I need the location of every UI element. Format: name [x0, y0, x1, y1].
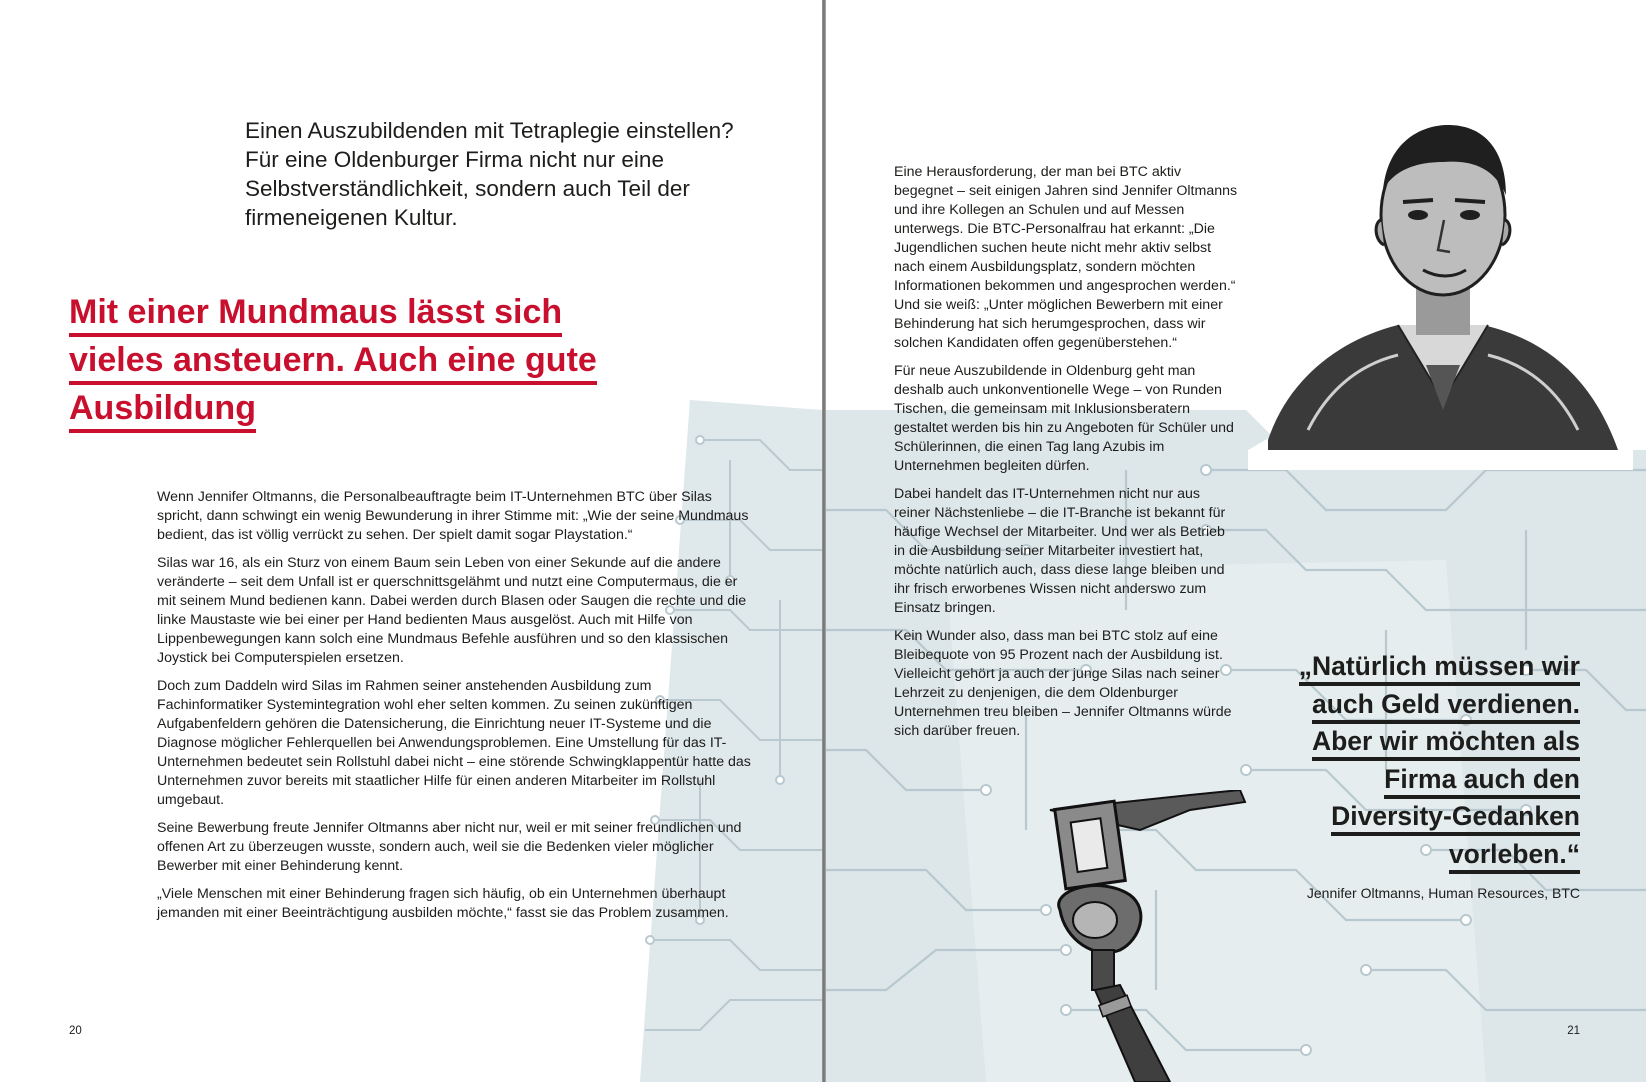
- headline-line: Ausbildung: [69, 389, 256, 433]
- body-column-left: [157, 488, 757, 932]
- headline-line: vieles ansteuern. Auch eine gute: [69, 341, 597, 385]
- right-page: [826, 0, 1646, 1082]
- quote-line: Firma auch den: [1384, 764, 1580, 799]
- quote-line: Diversity-Gedanken: [1331, 801, 1580, 836]
- body-column-right: [894, 163, 1239, 750]
- paragraph: Für neue Auszubildende in Oldenburg geht man deshalb auch unkonventionelle Wege – von Runden Tischen, die gemeinsam mit Inklusionsberatern gestaltet werden bis hin zu Angeboten für Schüler und Schülerinnen, die einen Tag lang Azubis im Unternehmen begleiten dürfen.: [894, 363, 1234, 474]
- page-number-right: 21: [1567, 1025, 1580, 1037]
- paragraph: Wenn Jennifer Oltmanns, die Personalbeauftragte beim IT-Unternehmen BTC über Silas spricht, dann schwingt ein wenig Bewunderung in ihrer Stimme mit: „Wie der seine Mundmaus bedient, das ist völlig verrückt zu sehen. Der spielt damit sogar Playstation.“: [157, 489, 749, 543]
- left-page: [0, 0, 822, 1082]
- paragraph: Seine Bewerbung freute Jennifer Oltmanns aber nicht nur, weil er mit seiner freundlichen und offenen Art zu überzeugen wusste, sondern auch, weil sie die Bedenken vieler möglicher Bewerber mit einer Behinderung kennt.: [157, 820, 742, 874]
- paragraph: Doch zum Daddeln wird Silas im Rahmen seiner anstehenden Ausbildung zum Fachinformatiker Systemintegration wohl eher selten kommen. Zu seinen zukünftigen Aufgabenfeldern gehören die Datensicherung, die Einrichtung neuer IT-Systeme und die Diagnose möglicher Fehlerquellen bei Anwendungsproblemen. Eine Umstellung für das IT-Unternehmen bedeutet sein Rollstuhl dabei nicht – eine störende Schwingklappentür hatte das Unternehmen zuvor bereits mit staatlicher Hilfe für einen anderen Mitarbeiter im Rollstuhl umgebaut.: [157, 678, 751, 808]
- paragraph: Dabei handelt das IT-Unternehmen nicht nur aus reiner Nächstenliebe – die IT-Branche ist bekannt für häufige Wechsel der Mitarbeiter. Und wer als Betrieb in die Ausbildung seiner Mitarbeiter investiert hat, möchte natürlich auch, dass diese lange bleiben und ihr frisch erworbenes Wissen nicht anderswo zum Einsatz bringen.: [894, 486, 1226, 616]
- pull-quote: [1250, 648, 1580, 873]
- headline: [69, 288, 629, 432]
- quote-line: vorleben.“: [1449, 839, 1580, 874]
- quote-line: auch Geld verdienen.: [1312, 689, 1580, 724]
- quote-line: Aber wir möchten als: [1312, 726, 1580, 761]
- portrait-illustration: [1248, 110, 1633, 470]
- headline-line: Mit einer Mundmaus lässt sich: [69, 293, 562, 337]
- intro-text: Einen Auszubildenden mit Tetraplegie einstellen? Für eine Oldenburger Firma nicht nur eine Selbstverständlichkeit, sondern auch Teil der firmeneigenen Kultur.: [245, 118, 734, 230]
- mouth-mouse-illustration: [1040, 790, 1265, 1082]
- paragraph: Eine Herausforderung, der man bei BTC aktiv begegnet – seit einigen Jahren sind Jennifer Oltmanns und ihre Kollegen an Schulen und auf Messen unterwegs. Die BTC-Personalfrau hat erkannt: „Die Jugendlichen suchen heute nicht mehr aktiv selbst nach einem Ausbildungsplatz, sondern möchten Informationen bekommen und angesprochen werden.“ Und sie weiß: „Unter möglichen Bewerbern mit einer Behinderung hat sich herumgesprochen, dass wir solchen Kandidaten offen gegenüberstehen.“: [894, 164, 1238, 351]
- quote-line: „Natürlich müssen wir: [1299, 651, 1580, 686]
- paragraph: Kein Wunder also, dass man bei BTC stolz auf eine Bleibequote von 95 Prozent nach der Ausbildung ist. Vielleicht gehört ja auch der junge Silas nach seiner Lehrzeit zu denjenigen, die dem Oldenburger Unternehmen treu bleiben – Jennifer Oltmanns würde sich darüber freuen.: [894, 628, 1232, 739]
- page-number-left: 20: [69, 1025, 82, 1037]
- paragraph: Silas war 16, als ein Sturz von einem Baum sein Leben von einer Sekunde auf die andere veränderte – seit dem Unfall ist er querschnittsgelähmt und nutzt eine Computermaus, die er mit seinem Mund bedienen kann. Dabei werden durch Blasen oder Saugen die rechte und die linke Maustaste wie bei einer per Hand bedienten Maus ausgelöst. Auch mit Hilfe von Lippenbewegungen kann solch eine Mundmaus Befehle ausführen und so den klassischen Joystick bei Computerspielen ersetzen.: [157, 555, 747, 666]
- quote-attribution: Jennifer Oltmanns, Human Resources, BTC: [1306, 885, 1580, 901]
- paragraph: „Viele Menschen mit einer Behinderung fragen sich häufig, ob ein Unternehmen überhaupt jemanden mit einer Beeinträchtigung ausbilden möchte,“ fasst sie das Problem zusammen.: [157, 886, 729, 921]
